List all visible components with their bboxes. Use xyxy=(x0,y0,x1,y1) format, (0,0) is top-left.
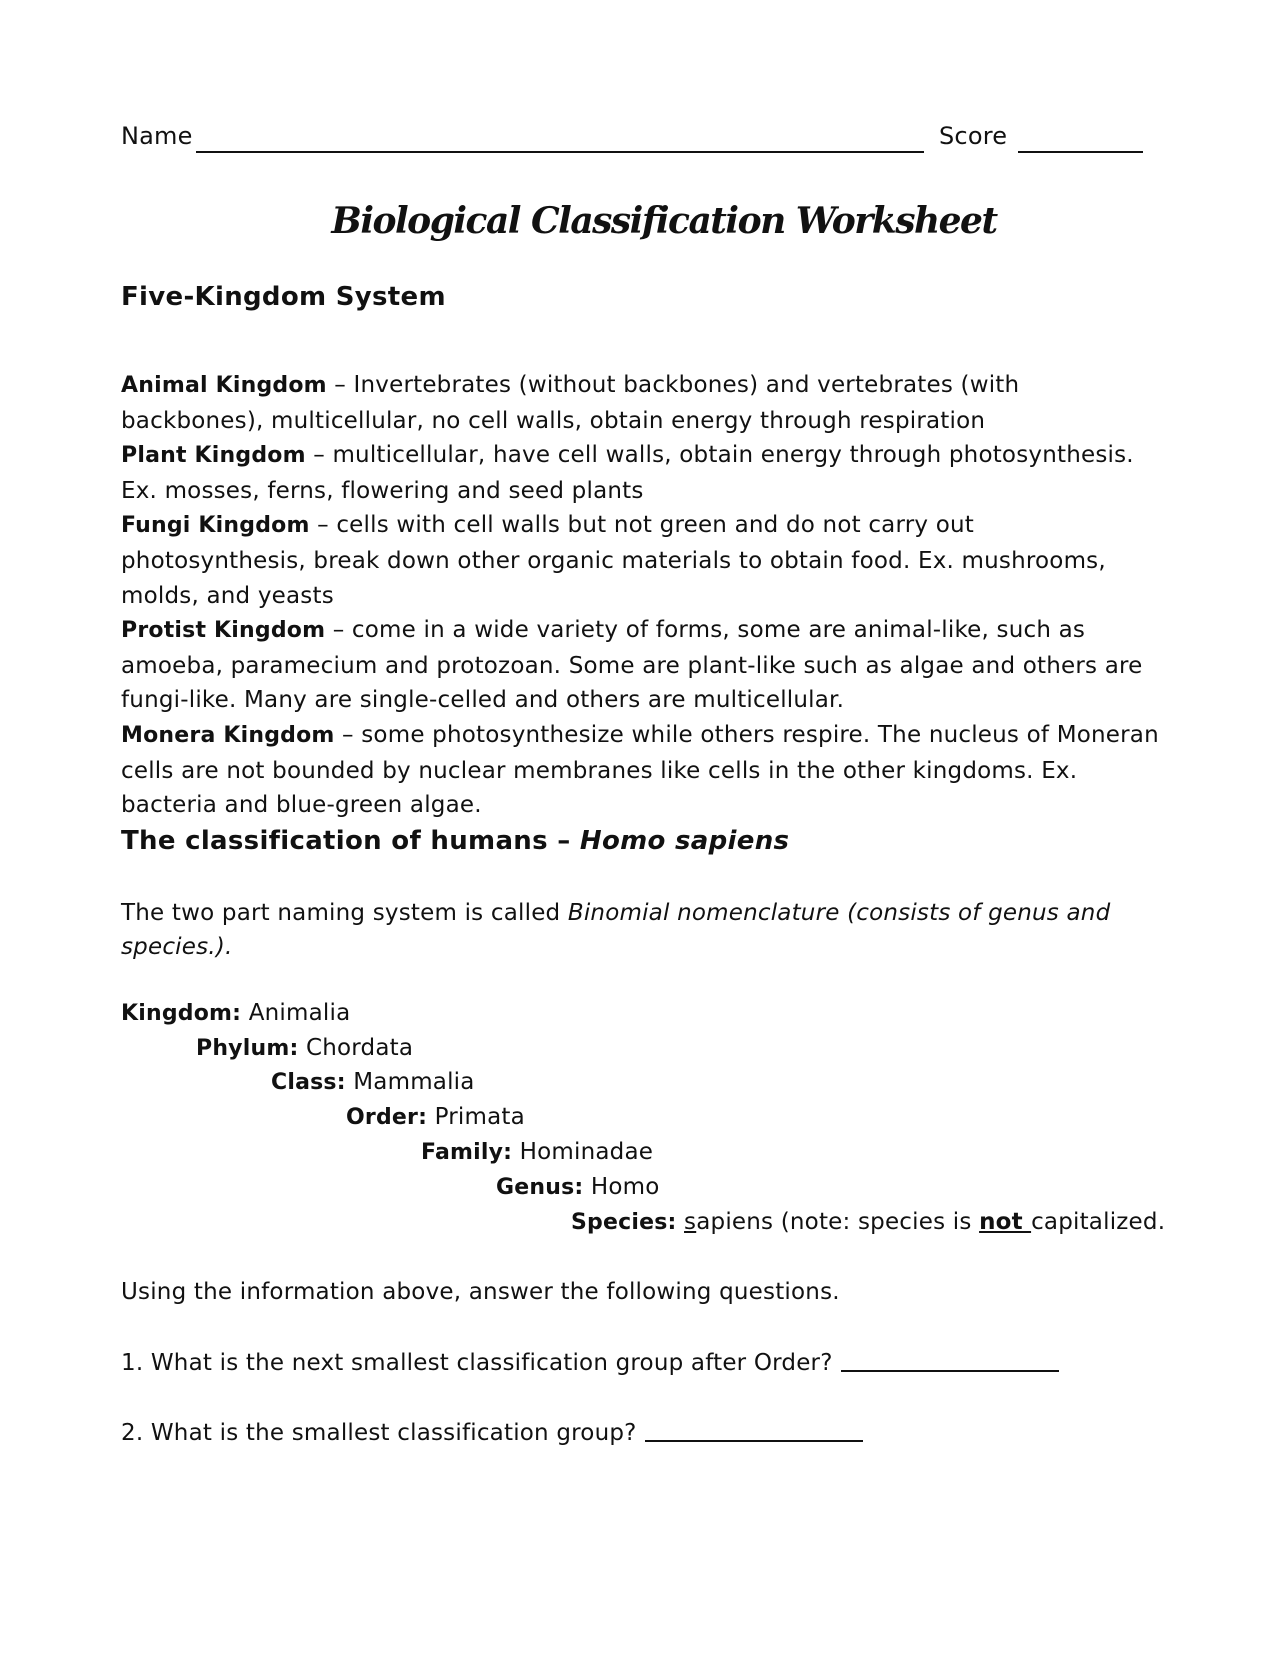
taxonomy-label: Species: xyxy=(571,1210,677,1235)
name-blank-line xyxy=(196,151,924,153)
taxonomy-label: Order: xyxy=(346,1105,428,1130)
question-text: 1. What is the next smallest classification group after Order? xyxy=(121,1350,833,1376)
humans-heading xyxy=(121,826,789,856)
kingdom-entry-plant xyxy=(121,438,1161,508)
humans-heading-species: Homo sapiens xyxy=(579,826,790,856)
questions-intro: Using the information above, answer the following questions. xyxy=(121,1279,840,1305)
kingdom-entry-protist xyxy=(121,613,1161,718)
name-label: Name xyxy=(121,122,193,150)
kingdom-description: – cells with cell walls but not green and do not carry out photosynthesis, break down other organic materials to obtain food. Ex. mushrooms, molds, and yeasts xyxy=(121,512,1106,609)
kingdom-description: – multicellular, have cell walls, obtain energy through photosynthesis. Ex. mosses, ferns, flowering and seed plants xyxy=(121,442,1134,504)
kingdom-name: Fungi Kingdom xyxy=(121,513,310,539)
kingdom-name: Protist Kingdom xyxy=(121,618,326,644)
kingdom-description: – Invertebrates (without backbones) and vertebrates (with backbones), multicellular, no cell walls, obtain energy through respiration xyxy=(121,372,1020,434)
taxonomy-kingdom xyxy=(121,1000,350,1026)
species-tail: capitalized. xyxy=(1031,1209,1166,1235)
kingdom-entry-monera xyxy=(121,718,1161,823)
question-text: 2. What is the smallest classification group? xyxy=(121,1420,637,1446)
taxonomy-value: Animalia xyxy=(241,1000,351,1026)
humans-heading-text: The classification of humans – xyxy=(121,826,580,856)
taxonomy-label: Class: xyxy=(271,1070,346,1095)
score-blank-line xyxy=(1018,151,1143,153)
taxonomy-genus xyxy=(496,1174,660,1200)
question-2 xyxy=(121,1420,863,1446)
taxonomy-order xyxy=(346,1104,525,1130)
taxonomy-value: Hominadae xyxy=(512,1139,654,1165)
taxonomy-class xyxy=(271,1069,475,1095)
binomial-text: The two part naming system is called xyxy=(121,900,568,926)
taxonomy-label: Genus: xyxy=(496,1175,584,1200)
kingdom-list xyxy=(121,368,1161,823)
taxonomy-label: Family: xyxy=(421,1140,513,1165)
kingdom-description: – some photosynthesize while others respire. The nucleus of Moneran cells are not bounded by nuclear membranes like cells in the other kingdoms. Ex. bacteria and blue-green algae. xyxy=(121,721,1159,819)
kingdom-entry-animal xyxy=(121,368,1161,438)
taxonomy-family xyxy=(421,1139,653,1165)
answer-blank-1 xyxy=(841,1370,1059,1372)
header-row xyxy=(121,122,1141,156)
taxonomy-value: Mammalia xyxy=(345,1069,475,1095)
answer-blank-2 xyxy=(645,1440,863,1442)
binomial-paragraph xyxy=(121,896,1141,964)
page-title xyxy=(0,200,1280,242)
taxonomy-value: Primata xyxy=(427,1104,525,1130)
kingdom-name: Plant Kingdom xyxy=(121,443,306,469)
species-emphasis: not xyxy=(979,1209,1032,1235)
kingdom-name: Monera Kingdom xyxy=(121,722,335,748)
page-title-text: Biological Classification Worksheet xyxy=(331,200,997,242)
score-label: Score xyxy=(939,122,1008,150)
taxonomy-value: Homo xyxy=(583,1174,660,1200)
taxonomy-phylum xyxy=(196,1035,413,1061)
kingdom-entry-fungi xyxy=(121,508,1161,613)
taxonomy-label: Kingdom: xyxy=(121,1001,242,1026)
five-kingdom-heading: Five-Kingdom System xyxy=(121,282,446,312)
taxonomy-species xyxy=(571,1209,1165,1235)
kingdom-name: Animal Kingdom xyxy=(121,373,327,398)
species-first-letter: s xyxy=(684,1209,697,1235)
species-rest: apiens (note: species is xyxy=(696,1209,980,1235)
kingdom-description: – come in a wide variety of forms, some are animal-like, such as amoeba, paramecium and protozoan. Some are plant-like such as algae and others are fungi-like. Many are single-celled and others are multicellular. xyxy=(121,617,1143,714)
question-1 xyxy=(121,1350,1059,1376)
taxonomy-label: Phylum: xyxy=(196,1036,299,1061)
taxonomy-value: Chordata xyxy=(298,1035,414,1061)
binomial-term: Binomial nomenclature (consists of genus and species.). xyxy=(121,900,1111,960)
